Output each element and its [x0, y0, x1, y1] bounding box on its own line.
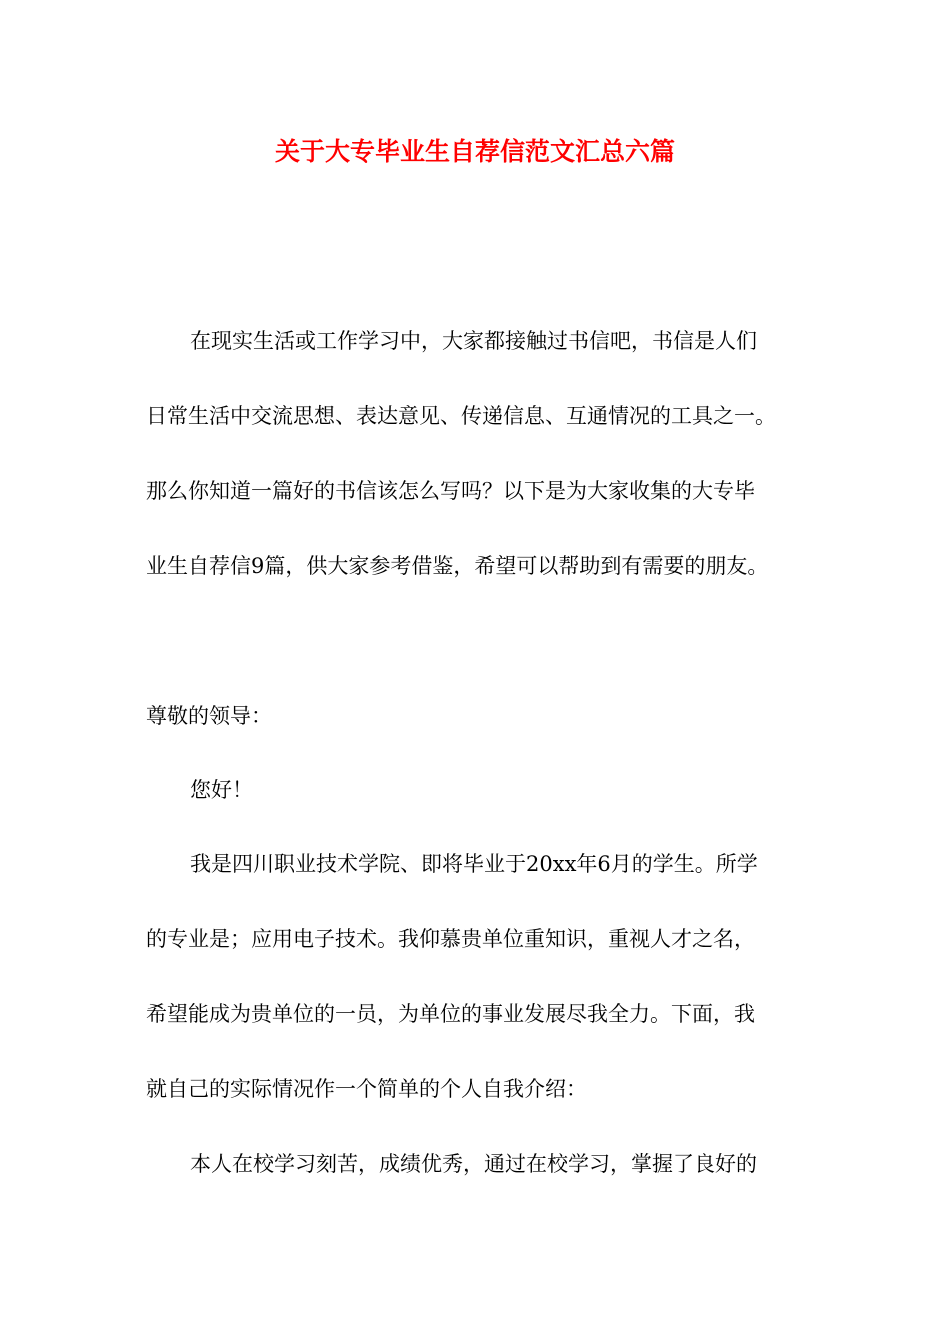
salutation: 尊敬的领导： [146, 704, 272, 728]
body-line-3: 希望能成为贵单位的一员，为单位的事业发展尽我全力。下面，我 [146, 1002, 755, 1026]
body-line-2: 的专业是；应用电子技术。我仰慕贵单位重知识，重视人才之名， [146, 927, 755, 951]
document-title: 关于大专毕业生自荐信范文汇总六篇 [274, 137, 675, 166]
body-line-4: 就自己的实际情况作一个简单的个人自我介绍： [146, 1077, 587, 1101]
greeting: 您好！ [190, 778, 253, 802]
intro-line-2: 日常生活中交流思想、表达意见、传递信息、互通情况的工具之一。 [146, 404, 776, 428]
intro-line-4: 业生自荐信9篇，供大家参考借鉴，希望可以帮助到有需要的朋友。 [146, 554, 769, 578]
body-line-5: 本人在校学习刻苦，成绩优秀，通过在校学习，掌握了良好的 [190, 1152, 757, 1176]
intro-line-3: 那么你知道一篇好的书信该怎么写吗？以下是为大家收集的大专毕 [146, 479, 755, 503]
intro-line-1: 在现实生活或工作学习中，大家都接触过书信吧，书信是人们 [190, 329, 757, 353]
body-line-1: 我是四川职业技术学院、即将毕业于20xx年6月的学生。所学 [190, 852, 758, 876]
